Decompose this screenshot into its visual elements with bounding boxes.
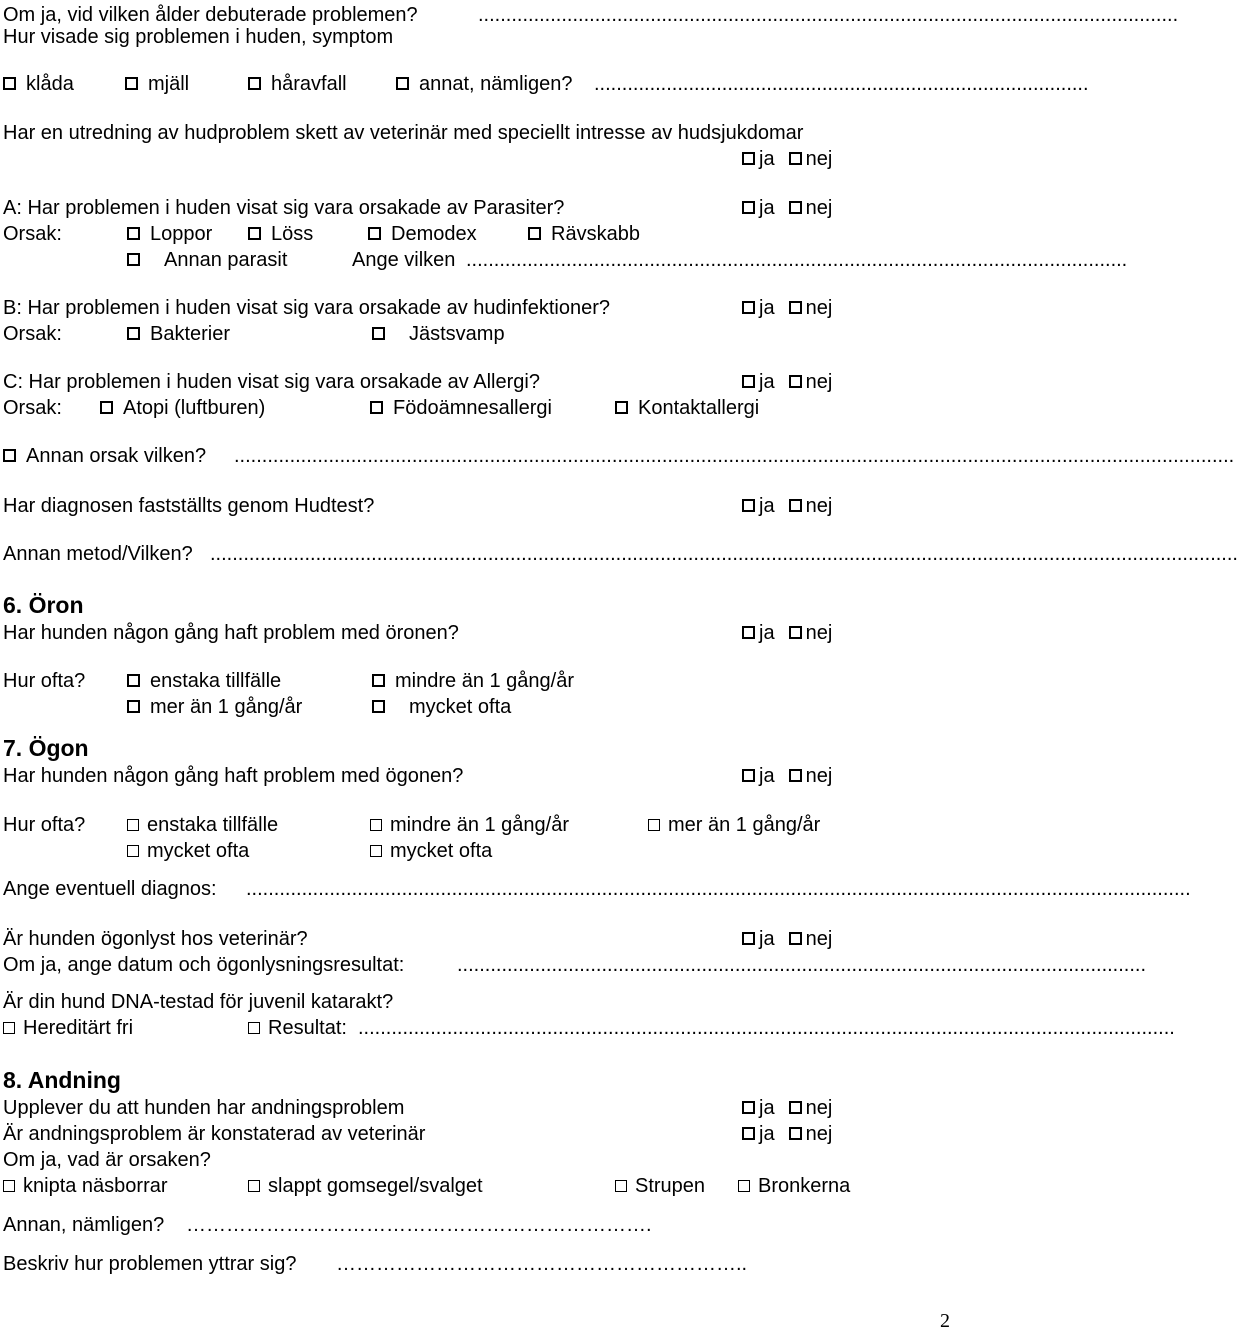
- checkbox-icon[interactable]: [742, 1127, 755, 1140]
- option-label: annat, nämligen?: [419, 73, 573, 95]
- yes-label: ja: [759, 765, 775, 787]
- option-label: håravfall: [271, 73, 347, 95]
- question-annan: Annan, nämligen?: [3, 1214, 165, 1236]
- checkbox-icon[interactable]: [372, 674, 385, 687]
- option-loss[interactable]: [248, 222, 313, 246]
- no-label: nej: [805, 197, 833, 219]
- checkbox-icon[interactable]: [789, 375, 802, 388]
- option-label: Kontaktallergi: [638, 397, 760, 419]
- checkbox-icon[interactable]: [370, 845, 382, 857]
- page-number: 2: [940, 1310, 950, 1332]
- checkbox-icon[interactable]: [615, 401, 628, 414]
- yes-no-oron[interactable]: [742, 621, 832, 645]
- yes-no-andningsproblem[interactable]: [742, 1096, 832, 1120]
- checkbox-icon[interactable]: [372, 327, 385, 340]
- option-strupen[interactable]: [615, 1174, 705, 1198]
- option-label: Resultat:: [268, 1017, 347, 1039]
- option-mer[interactable]: [648, 813, 820, 837]
- answer-line-annan-metod[interactable]: .........................................................................................................................................................................................: [210, 543, 1238, 565]
- checkbox-icon[interactable]: [789, 1127, 802, 1140]
- option-label: Rävskabb: [551, 223, 640, 245]
- no-label: nej: [805, 1097, 833, 1119]
- answer-line-beskriv[interactable]: ……………………………………………………..: [336, 1253, 748, 1275]
- checkbox-icon[interactable]: [370, 819, 382, 831]
- option-fodoamnesallergi[interactable]: [370, 396, 552, 420]
- option-annan-parasit[interactable]: [127, 248, 287, 272]
- question-vet-exam: Har en utredning av hudproblem skett av veterinär med speciellt intresse av hudsjukdomar: [3, 122, 804, 144]
- question-dna: Är din hund DNA-testad för juvenil katarakt?: [3, 991, 394, 1013]
- checkbox-icon[interactable]: [3, 1022, 15, 1034]
- checkbox-icon[interactable]: [738, 1180, 750, 1192]
- checkbox-icon[interactable]: [248, 1022, 260, 1034]
- no-label: nej: [805, 371, 833, 393]
- option-label: Atopi (luftburen): [123, 397, 266, 419]
- orsak-label: Orsak:: [3, 397, 62, 419]
- no-label: nej: [805, 765, 833, 787]
- option-label: mer än 1 gång/år: [668, 814, 821, 836]
- section-heading-andning: 8. Andning: [3, 1067, 121, 1093]
- option-label: mindre än 1 gång/år: [395, 670, 575, 692]
- checkbox-icon[interactable]: [127, 700, 140, 713]
- question-debut-age: [3, 3, 418, 27]
- checkbox-icon[interactable]: [742, 932, 755, 945]
- checkbox-icon[interactable]: [789, 626, 802, 639]
- option-resultat[interactable]: [248, 1016, 347, 1040]
- option-label: Hereditärt fri: [23, 1017, 134, 1039]
- checkbox-icon[interactable]: [742, 152, 755, 165]
- checkbox-icon[interactable]: [248, 1180, 260, 1192]
- option-loppor[interactable]: [127, 222, 212, 246]
- option-kontaktallergi[interactable]: [615, 396, 759, 420]
- yes-label: ja: [759, 928, 775, 950]
- checkbox-icon[interactable]: [3, 77, 16, 90]
- option-label: Strupen: [635, 1175, 706, 1197]
- question-oron: Har hunden någon gång haft problem med öronen?: [3, 622, 459, 644]
- option-demodex[interactable]: [368, 222, 477, 246]
- question-andningsproblem: Upplever du att hunden har andningsproblem: [3, 1097, 405, 1119]
- checkbox-icon[interactable]: [742, 201, 755, 214]
- option-label: Bronkerna: [758, 1175, 851, 1197]
- option-label: slappt gomsegel/svalget: [268, 1175, 483, 1197]
- checkbox-icon[interactable]: [100, 401, 113, 414]
- answer-line-debut[interactable]: ..............................................................................................................................: [478, 4, 1179, 26]
- question-diagnos: Ange eventuell diagnos:: [3, 878, 217, 900]
- yes-no-ogonlyst[interactable]: [742, 927, 832, 951]
- option-bakterier[interactable]: [127, 322, 230, 346]
- checkbox-icon[interactable]: [125, 77, 138, 90]
- no-label: nej: [805, 148, 833, 170]
- option-label: klåda: [26, 73, 74, 95]
- question-ogon: Har hunden någon gång haft problem med ögonen?: [3, 765, 464, 787]
- yes-no-infections[interactable]: [742, 296, 832, 320]
- option-label: mjäll: [148, 73, 190, 95]
- question-annan-metod: Annan metod/Vilken?: [3, 543, 193, 565]
- checkbox-icon[interactable]: [372, 700, 385, 713]
- no-label: nej: [805, 622, 833, 644]
- option-mycket-ofta[interactable]: [372, 695, 511, 719]
- option-label: mindre än 1 gång/år: [390, 814, 570, 836]
- option-bronkerna[interactable]: [738, 1174, 850, 1198]
- option-label: Annan orsak vilken?: [26, 445, 207, 467]
- checkbox-icon[interactable]: [789, 769, 802, 782]
- option-label: enstaka tillfälle: [147, 814, 279, 836]
- option-slappt[interactable]: [248, 1174, 483, 1198]
- no-label: nej: [805, 495, 833, 517]
- checkbox-icon[interactable]: [789, 1101, 802, 1114]
- answer-line-annan[interactable]: …………………………………………………………….: [186, 1214, 652, 1236]
- question-allergy: C: Har problemen i huden visat sig vara orsakade av Allergi?: [3, 371, 540, 393]
- question-symptom: Hur visade sig problemen i huden, symptom: [3, 26, 394, 48]
- hur-ofta-label: Hur ofta?: [3, 670, 86, 692]
- option-mindre[interactable]: [372, 669, 574, 693]
- checkbox-icon[interactable]: [742, 769, 755, 782]
- section-heading-oron: 6. Öron: [3, 592, 84, 618]
- answer-line-diagnos[interactable]: ..........................................................................................................................................................................: [246, 878, 1191, 900]
- option-atopi[interactable]: [100, 396, 265, 420]
- yes-no-allergy[interactable]: [742, 370, 832, 394]
- ange-vilken-label: Ange vilken: [352, 249, 456, 271]
- option-label: enstaka tillfälle: [150, 670, 282, 692]
- question-parasites: A: Har problemen i huden visat sig vara orsakade av Parasiter?: [3, 197, 565, 219]
- yes-no-parasites[interactable]: [742, 196, 832, 220]
- option-label: Jästsvamp: [409, 323, 505, 345]
- yes-label: ja: [759, 1097, 775, 1119]
- option-label: Födoämnesallergi: [393, 397, 552, 419]
- checkbox-icon[interactable]: [368, 227, 381, 240]
- option-label: Demodex: [391, 223, 477, 245]
- checkbox-icon[interactable]: [742, 375, 755, 388]
- yes-label: ja: [759, 495, 775, 517]
- checkbox-icon[interactable]: [3, 1180, 15, 1192]
- checkbox-icon[interactable]: [615, 1180, 627, 1192]
- option-enstaka[interactable]: [127, 669, 281, 693]
- yes-label: ja: [759, 297, 775, 319]
- orsak-label: Orsak:: [3, 223, 62, 245]
- option-mindre[interactable]: [370, 813, 569, 837]
- option-label: mycket ofta: [147, 840, 250, 862]
- checkbox-icon[interactable]: [396, 77, 409, 90]
- question-ogonlyst: Är hunden ögonlyst hos veterinär?: [3, 928, 308, 950]
- option-mycket-ofta[interactable]: [127, 839, 249, 863]
- checkbox-icon[interactable]: [742, 301, 755, 314]
- orsak-label: Orsak:: [3, 323, 62, 345]
- option-label: mer än 1 gång/år: [150, 696, 303, 718]
- option-label: mycket ofta: [409, 696, 512, 718]
- section-heading-ogon: 7. Ögon: [3, 735, 89, 761]
- option-label: mycket ofta: [390, 840, 493, 862]
- no-label: nej: [805, 928, 833, 950]
- checkbox-icon[interactable]: [248, 227, 261, 240]
- question-orsaken: Om ja, vad är orsaken?: [3, 1149, 211, 1171]
- checkbox-icon[interactable]: [127, 845, 139, 857]
- option-enstaka[interactable]: [127, 813, 278, 837]
- checkbox-icon[interactable]: [127, 327, 140, 340]
- checkbox-icon[interactable]: [789, 201, 802, 214]
- checkbox-icon[interactable]: [127, 674, 140, 687]
- checkbox-icon[interactable]: [528, 227, 541, 240]
- yes-no-ogon[interactable]: [742, 764, 832, 788]
- yes-label: ja: [759, 622, 775, 644]
- option-kláda[interactable]: [3, 72, 74, 96]
- option-label: knipta näsborrar: [23, 1175, 168, 1197]
- yes-label: ja: [759, 371, 775, 393]
- no-label: nej: [805, 297, 833, 319]
- option-label: Annan parasit: [164, 249, 288, 271]
- checkbox-icon[interactable]: [742, 626, 755, 639]
- checkbox-icon[interactable]: [370, 401, 383, 414]
- option-ravskabb[interactable]: [528, 222, 640, 246]
- option-haravfall[interactable]: [248, 72, 347, 96]
- checkbox-icon[interactable]: [648, 819, 660, 831]
- yes-label: ja: [759, 197, 775, 219]
- checkbox-icon[interactable]: [789, 152, 802, 165]
- checkbox-icon[interactable]: [127, 253, 140, 266]
- checkbox-icon[interactable]: [742, 1101, 755, 1114]
- no-label: nej: [805, 1123, 833, 1145]
- answer-line-lyst-resultat[interactable]: ............................................................................................................................: [457, 954, 1147, 976]
- option-knipta[interactable]: [3, 1174, 168, 1198]
- option-label: Löss: [271, 223, 314, 245]
- answer-line-annat[interactable]: .........................................................................................: [594, 73, 1089, 95]
- option-label: Loppor: [150, 223, 213, 245]
- yes-no-vet-exam[interactable]: [742, 147, 832, 171]
- yes-label: ja: [759, 148, 775, 170]
- answer-line-annan-orsak[interactable]: ....................................................................................................................................................................................: [234, 445, 1235, 467]
- checkbox-icon[interactable]: [127, 227, 140, 240]
- yes-no-hudtest[interactable]: [742, 494, 832, 518]
- option-mycket-ofta-2[interactable]: [370, 839, 492, 863]
- yes-label: ja: [759, 1123, 775, 1145]
- option-label: Bakterier: [150, 323, 231, 345]
- question-hudtest: Har diagnosen fastställts genom Hudtest?: [3, 495, 375, 517]
- option-mer[interactable]: [127, 695, 302, 719]
- option-mjall[interactable]: [125, 72, 189, 96]
- yes-no-konstaterad[interactable]: [742, 1122, 832, 1146]
- checkbox-icon[interactable]: [3, 449, 16, 462]
- question-konstaterad: Är andningsproblem är konstaterad av veterinär: [3, 1123, 426, 1145]
- question-beskriv: Beskriv hur problemen yttrar sig?: [3, 1253, 297, 1275]
- option-annan-orsak[interactable]: [3, 444, 206, 468]
- question-lyst-resultat: Om ja, ange datum och ögonlysningsresultat:: [3, 954, 405, 976]
- checkbox-icon[interactable]: [789, 301, 802, 314]
- checkbox-icon[interactable]: [789, 932, 802, 945]
- option-jastsvamp[interactable]: [372, 322, 505, 346]
- checkbox-icon[interactable]: [248, 77, 261, 90]
- hur-ofta-label: Hur ofta?: [3, 814, 86, 836]
- checkbox-icon[interactable]: [789, 499, 802, 512]
- answer-line-dna-resultat[interactable]: ...................................................................................................................................................: [358, 1017, 1175, 1039]
- option-hereditart-fri[interactable]: [3, 1016, 133, 1040]
- answer-line-parasit[interactable]: .......................................................................................................................: [466, 249, 1128, 271]
- checkbox-icon[interactable]: [742, 499, 755, 512]
- option-annat[interactable]: [396, 72, 572, 96]
- question-infections: B: Har problemen i huden visat sig vara orsakade av hudinfektioner?: [3, 297, 611, 319]
- question-text: Om ja, vid vilken ålder debuterade problemen?: [3, 4, 418, 26]
- checkbox-icon[interactable]: [127, 819, 139, 831]
